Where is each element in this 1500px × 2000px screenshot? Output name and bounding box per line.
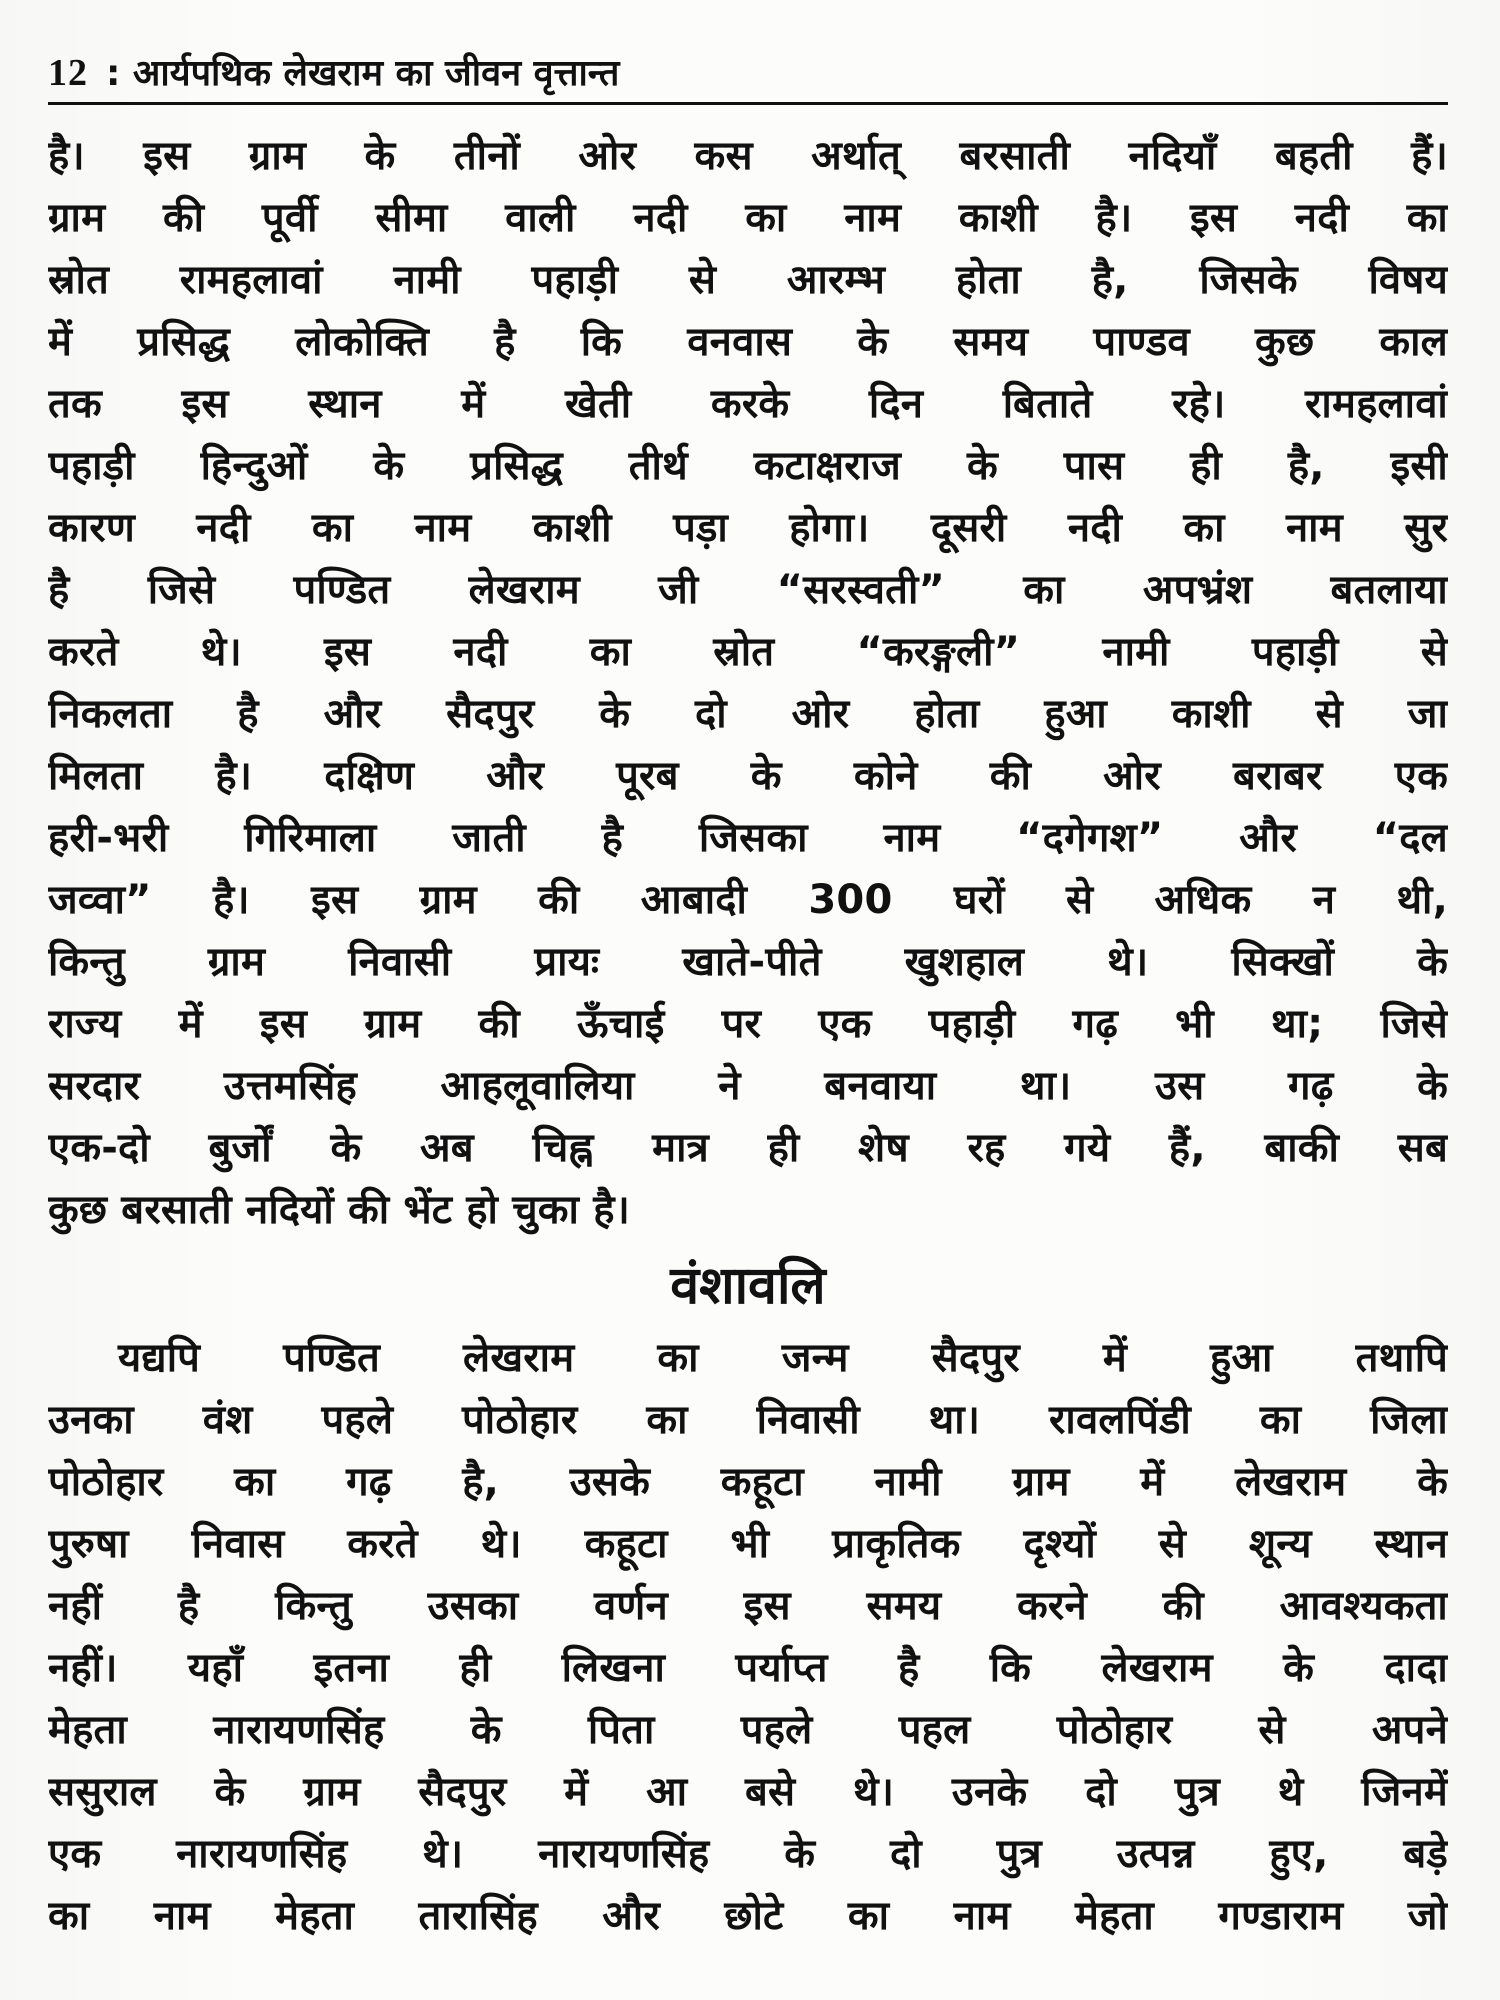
paragraph-line: है। इस ग्राम के तीनों ओर कस अर्थात् बरसाती नदियाँ बहती हैं। (48, 133, 1448, 179)
paragraph-line: ससुराल के ग्राम सैदपुर में आ बसे थे। उनके दो पुत्र थे जिनमें (48, 1769, 1448, 1815)
running-title: : आर्यपथिक लेखराम का जीवन वृत्तान्त (106, 53, 620, 94)
paragraph-lineage (48, 1327, 1448, 1947)
paragraph-line: पुरुषा निवास करते थे। कहूटा भी प्राकृतिक दृश्यों से शून्य स्थान (48, 1521, 1448, 1567)
paragraph-line: हरी-भरी गिरिमाला जाती है जिसका नाम “दगेगश” और “दल (48, 815, 1448, 861)
paragraph-line: है जिसे पण्डित लेखराम जी “सरस्वती” का अपभ्रंश बतलाया (48, 567, 1448, 613)
header-rule (48, 102, 1448, 105)
page-number: 12 (48, 52, 88, 94)
paragraph-line: कुछ बरसाती नदियों की भेंट हो चुका है। (48, 1187, 630, 1233)
paragraph-line: मिलता है। दक्षिण और पूरब के कोने की ओर बराबर एक (48, 753, 1448, 799)
paragraph-line: उनका वंश पहले पोठोहार का निवासी था। रावलपिंडी का जिला (48, 1397, 1448, 1443)
paragraph-line: पहाड़ी हिन्दुओं के प्रसिद्ध तीर्थ कटाक्षराज के पास ही है, इसी (48, 443, 1448, 489)
paragraph-line: पोठोहार का गढ़ है, उसके कहूटा नामी ग्राम में लेखराम के (48, 1459, 1448, 1505)
paragraph-village-rivers (48, 125, 1448, 1241)
paragraph-line: सरदार उत्तमसिंह आहलूवालिया ने बनवाया था। उस गढ़ के (48, 1063, 1448, 1109)
paragraph-line: नहीं। यहाँ इतना ही लिखना पर्याप्त है कि लेखराम के दादा (48, 1645, 1448, 1691)
paragraph-line: निकलता है और सैदपुर के दो ओर होता हुआ काशी से जा (48, 691, 1448, 737)
paragraph-line: जव्वा” है। इस ग्राम की आबादी 300 घरों से अधिक न थी, (48, 877, 1448, 923)
page-header (48, 34, 1448, 92)
paragraph-line: ग्राम की पूर्वी सीमा वाली नदी का नाम काशी है। इस नदी का (48, 195, 1448, 241)
paragraph-line: करते थे। इस नदी का स्रोत “करङ्गली” नामी पहाड़ी से (48, 629, 1448, 675)
paragraph-line: का नाम मेहता तारासिंह और छोटे का नाम मेहता गण्डाराम जो (48, 1893, 1448, 1939)
paragraph-line: में प्रसिद्ध लोकोक्ति है कि वनवास के समय पाण्डव कुछ काल (48, 319, 1448, 365)
paragraph-line: एक नारायणसिंह थे। नारायणसिंह के दो पुत्र उत्पन्न हुए, बड़े (48, 1831, 1448, 1877)
paragraph-line: एक-दो बुर्जों के अब चिह्न मात्र ही शेष रह गये हैं, बाकी सब (48, 1125, 1448, 1171)
paragraph-line: राज्य में इस ग्राम की ऊँचाई पर एक पहाड़ी गढ़ भी था; जिसे (48, 1001, 1448, 1047)
paragraph-line: स्रोत रामहलावां नामी पहाड़ी से आरम्भ होता है, जिसके विषय (48, 257, 1448, 303)
paragraph-line: किन्तु ग्राम निवासी प्रायः खाते-पीते खुशहाल थे। सिक्खों के (48, 939, 1448, 985)
paragraph-line: मेहता नारायणसिंह के पिता पहले पहल पोठोहार से अपने (48, 1707, 1448, 1753)
paragraph-line: तक इस स्थान में खेती करके दिन बिताते रहे। रामहलावां (48, 381, 1448, 427)
section-heading-lineage: वंशावलि (670, 1256, 826, 1316)
paragraph-line: कारण नदी का नाम काशी पड़ा होगा। दूसरी नदी का नाम सुर (48, 505, 1448, 551)
paragraph-line: यद्यपि पण्डित लेखराम का जन्म सैदपुर में हुआ तथापि (118, 1335, 1448, 1381)
paragraph-line: नहीं है किन्तु उसका वर्णन इस समय करने की आवश्यकता (48, 1583, 1448, 1629)
